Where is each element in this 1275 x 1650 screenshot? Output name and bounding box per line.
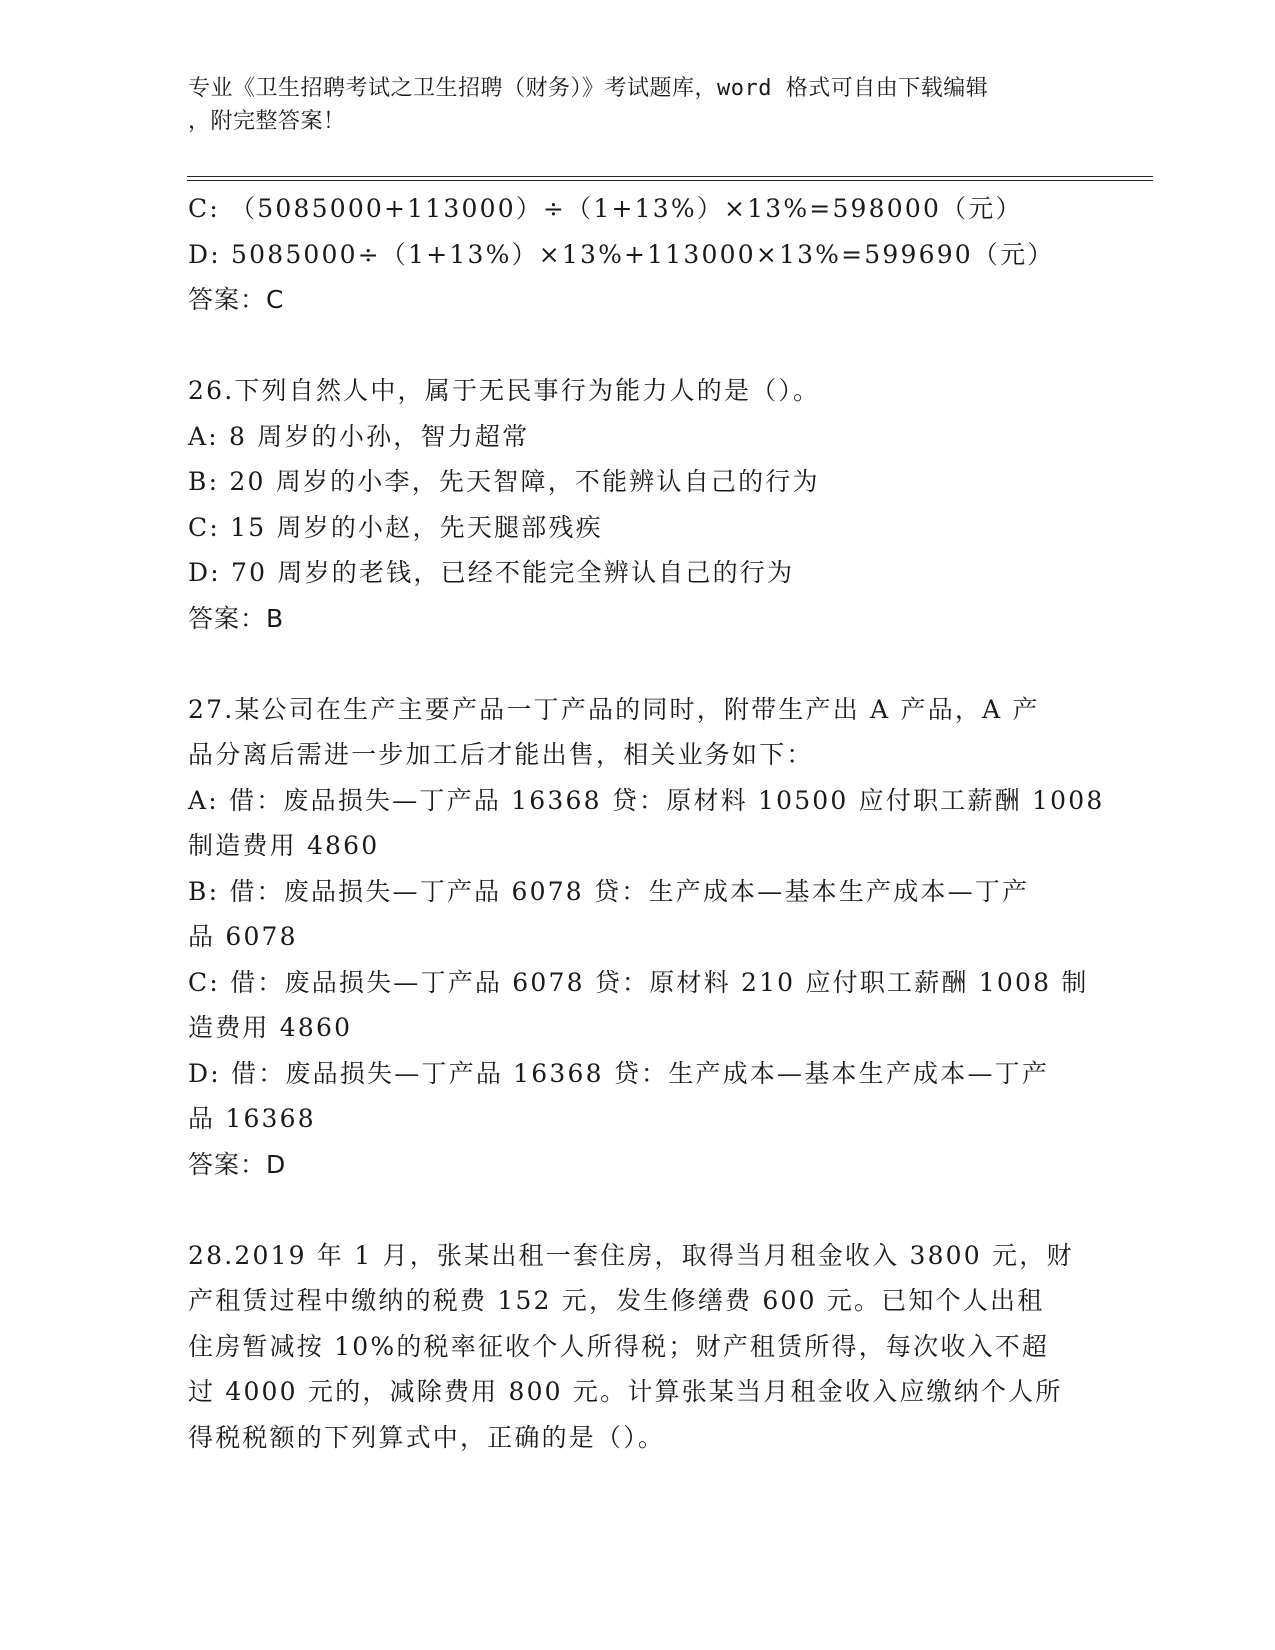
header-line-1: 专业《卫生招聘考试之卫生招聘（财务）》考试题库，word 格式可自由下载编辑 <box>188 76 989 101</box>
question-26 <box>188 368 1088 641</box>
header-line-2: ，附完整答案！ <box>188 109 346 134</box>
question-28 <box>188 1233 1088 1461</box>
answer: 答案：B <box>188 603 285 633</box>
question-stem: 品分离后需进一步加工后才能出售，相关业务如下： <box>188 740 814 769</box>
header-divider <box>187 176 1153 181</box>
question-stem: 26.下列自然人中，属于无民事行为能力人的是（）。 <box>188 376 821 405</box>
option-a: A: 8 周岁的小孙，智力超常 <box>188 421 530 451</box>
question-content <box>188 186 1105 1460</box>
question-stem: 27.某公司在生产主要产品一丁产品的同时，附带生产出 A 产品，A 产 <box>188 694 1040 724</box>
option-d: D: 70 周岁的老钱，已经不能完全辨认自己的行为 <box>188 558 795 587</box>
option-d: D: 5085000÷（1+13%）×13%+113000×13%=599690（元） <box>188 239 1055 269</box>
option-c: C: （5085000+113000）÷（1+13%）×13%=598000（元） <box>188 194 1023 223</box>
question-stem: 得税税额的下列算式中，正确的是（）。 <box>188 1422 666 1452</box>
spacer <box>188 323 1088 369</box>
question-27 <box>188 687 1105 1188</box>
option-d: D: 借：废品损失—丁产品 16368 贷：生产成本—基本生产成本—丁产 <box>188 1058 1050 1088</box>
option-c: 造费用 4860 <box>188 1013 353 1042</box>
question-stem: 产租赁过程中缴纳的税费 152 元，发生修缮费 600 元。已知个人出租 <box>188 1286 1045 1315</box>
question-stem: 过 4000 元的，减除费用 800 元。计算张某当月租金收入应缴纳个人所 <box>188 1377 1063 1406</box>
question-stem: 28.2019 年 1 月，张某出租一套住房，取得当月租金收入 3800 元，财 <box>188 1240 1074 1270</box>
question-25 <box>188 186 1088 323</box>
answer: 答案：D <box>188 1149 287 1179</box>
option-a: A: 借：废品损失—丁产品 16368 贷：原材料 10500 应付职工薪酬 1008 <box>188 785 1105 815</box>
option-b: B: 20 周岁的小李，先天智障，不能辨认自己的行为 <box>188 467 820 496</box>
answer: 答案：C <box>188 285 285 314</box>
document-header <box>188 72 1068 138</box>
spacer <box>188 1187 1088 1233</box>
option-c: C: 借：废品损失—丁产品 6078 贷：原材料 210 应付职工薪酬 1008 制 <box>188 967 1089 997</box>
option-b: B: 借：废品损失—丁产品 6078 贷：生产成本—基本生产成本—丁产 <box>188 876 1030 906</box>
option-a: 制造费用 4860 <box>188 831 380 860</box>
option-b: 品 6078 <box>188 922 298 951</box>
spacer <box>188 641 1088 687</box>
option-d: 品 16368 <box>188 1104 316 1133</box>
option-c: C: 15 周岁的小赵，先天腿部残疾 <box>188 512 603 542</box>
question-stem: 住房暂减按 10%的税率征收个人所得税；财产租赁所得，每次收入不超 <box>188 1331 1050 1361</box>
